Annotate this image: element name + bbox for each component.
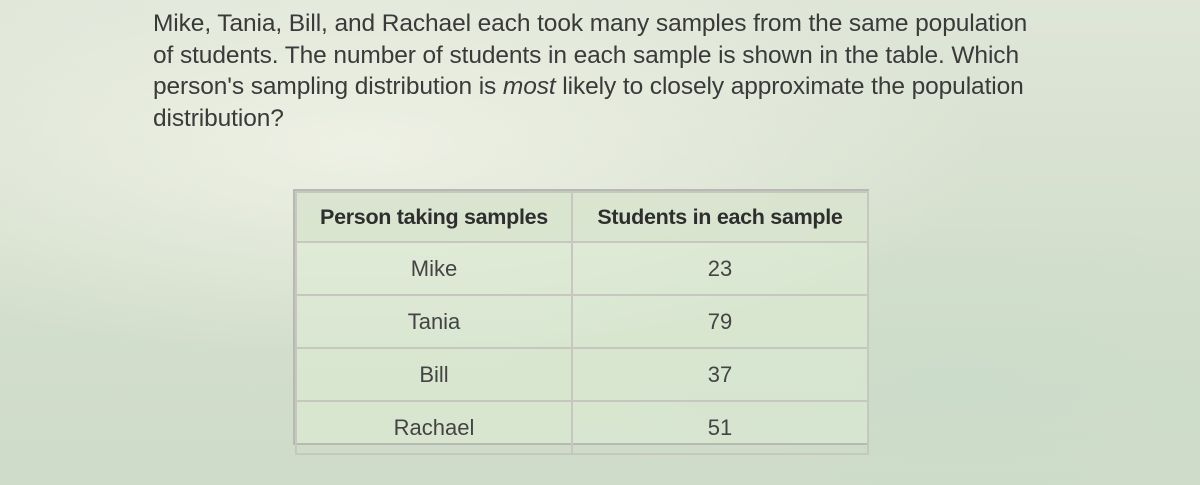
header-students: Students in each sample [572, 192, 868, 242]
cell-person: Tania [296, 295, 572, 348]
table-row [296, 401, 868, 454]
cell-person: Rachael [296, 401, 572, 454]
question-emphasis: most [502, 73, 556, 100]
table-row [296, 348, 868, 401]
sample-table [293, 189, 869, 445]
question-part-1: Mike, Tania, Bill, and Rachael each took many samples from the same population of students. The number of students in each sample is shown in the table. Which person's sampling distribution is [153, 10, 1028, 100]
cell-person: Bill [296, 348, 572, 401]
data-table [295, 191, 869, 455]
table-row [296, 295, 868, 348]
question-part-2: likely to closely approximate the population distribution? [153, 73, 1024, 132]
table-row [296, 242, 868, 295]
cell-students: 37 [572, 348, 868, 401]
header-person: Person taking samples [296, 192, 572, 242]
cell-students: 23 [572, 242, 868, 295]
table-header-row [296, 192, 868, 242]
question-text [153, 8, 1033, 134]
cell-students: 79 [572, 295, 868, 348]
cell-person: Mike [296, 242, 572, 295]
cell-students: 51 [572, 401, 868, 454]
